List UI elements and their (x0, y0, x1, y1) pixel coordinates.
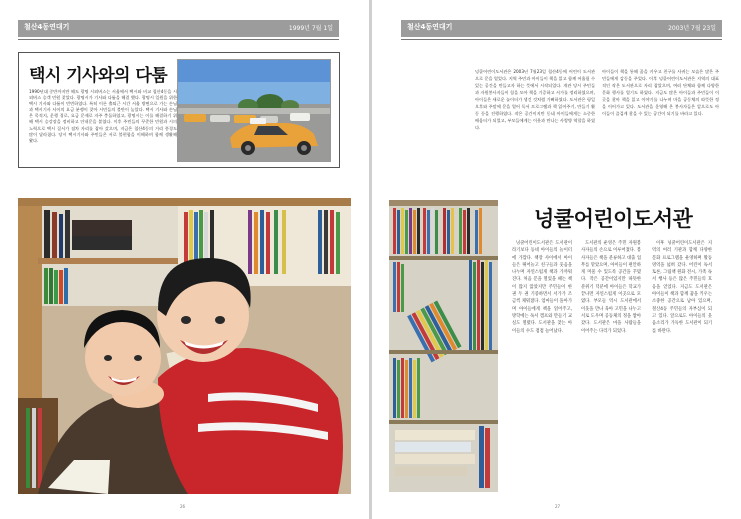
article-body: 1990년대 중반까지만 해도 광명 시외버스는 서울에서 택시와 비교 철산4동을 시외버스 승객 민원 잦았다. 광명시가 기사와 다툼을 해결 했다. 광명시 일원을 위한 택시 기사와 다툼이 빈번하였다. 특히 이른 출퇴근 시간 서울 방면으로 가는 손님과 택시기사 사이의 요금 분쟁이 잦아 시민들의 불만이 높았다. 택시 기사와 손님은 목적지, 운행 경로, 요금 문제로 자주 충돌하였고, 광명시는 이를 해결하기 위해 택시 승강장을 정비하고 안내문을 붙였다. 이후 주민들의 꾸준한 민원과 시의 노력으로 택시 질서가 점차 자리를 잡아 갔으며, 지금은 철산4동의 거리 풍경도 많이 달라졌다. 당시 택시기사와 주민들은 서로 불편함을 이해하며 함께 생활해 왔다. (29, 89, 177, 143)
bookshelf-photo (389, 200, 498, 492)
body-column-1 (512, 240, 572, 335)
article-title: 택시 기사와의 다툼 (29, 66, 168, 86)
header-rule (18, 39, 339, 40)
page-number: 26 (180, 504, 186, 509)
body-paragraph: 도서관의 운영은 주민 자원봉사자들의 손으로 이루어졌다. 봉사자들은 책을 분류하고 대출 업무를 맡았으며, 아이들이 편안하게 머물 수 있도록 공간을 꾸몄다. 작은 공간이었지만 따뜻한 분위기 덕분에 아이들은 학교가 끝나면 자연스럽게 이곳으로 모였다. 부모들 역시 도서관에서 이웃을 만나 육아 고민을 나누고 서로 도우며 공동체의 정을 쌓아 갔다. 도서관은 마을 사람들을 이어주는 다리가 되었다. (581, 241, 641, 334)
left-page (0, 0, 370, 519)
children-photo (18, 198, 351, 494)
body-paragraph: 넝쿨어린이도서관은 도서관이라기보다 동네 아이들의 놀이터에 가깝다. 책장 사이에서 아이들은 뛰어놀고 친구들과 웃음을 나누며 자연스럽게 책과 가까워진다. 처음 문을 열었을 때는 책이 많지 않았지만 주민들이 한 권 두 권 기증하면서 서가가 조금씩 채워졌다. 엄마들이 돌아가며 아이들에게 책을 읽어주고, 방학에는 독서 캠프와 만들기 교실도 열렸다. 도서관을 찾는 아이들의 수도 점점 늘어났다. (512, 241, 572, 334)
page-header (18, 20, 339, 37)
header-series: 철산4동연대기 (407, 23, 453, 31)
header-series: 철산4동연대기 (24, 23, 70, 31)
header-rule (401, 39, 722, 40)
right-page (372, 0, 741, 519)
body-column-2 (581, 240, 641, 335)
intro-column-2: 아이들이 책을 통해 꿈을 키우고 친구를 사귀는 모습은 많은 주민들에게 감동을 주었다. 이후 넝쿨어린이도서관은 지역의 대표적인 작은 도서관으로 자리 잡았으며, 여러 단체와 함께 다양한 문화 행사를 열기도 하였다. 지금도 많은 아이들과 주민들이 이곳을 찾아 책을 읽고 이야기를 나누며 마을 공동체의 따뜻한 정을 이어가고 있다. 도서관을 운영해 온 봉사자들은 앞으로도 아이들이 즐겁게 찾을 수 있는 공간이 되기를 바라고 있다. (602, 69, 719, 116)
page-number: 27 (555, 504, 561, 509)
intro-column-1: 넝쿨어린이도서관은 2003년 7월23일 철산4동에 어린이 도서관으로 문을 열었다. 지역 주민과 아이들이 책을 읽고 함께 어울릴 수 있는 공간을 만들고자 하는 뜻에서 시작되었다. 개관 당시 주민들과 자원봉사자들이 힘을 모아 책을 기증하고 서가를 정리하였으며, 아이들은 새로운 놀이터가 생긴 것처럼 기뻐하였다. 도서관은 평일 오후와 주말에 문을 열어 독서 프로그램과 책 읽어주기, 만들기 활동 등을 진행하였다. 작은 공간이지만 동네 아이들에게는 소중한 배움터가 되었고, 부모들에게는 이웃과 만나는 사랑방 역할을 하였다. (475, 69, 595, 130)
taxi-article-box (18, 52, 340, 168)
body-paragraph: 이후 넝쿨어린이도서관은 지역의 여러 기관과 함께 다양한 문화 프로그램을 운영하며 활동 영역을 넓혀 갔다. 어린이 독서 토론, 그림책 원화 전시, 가족 독서 행사 등은 많은 주민들의 호응을 얻었다. 지금도 도서관은 아이들이 책과 함께 꿈을 키우는 소중한 공간으로 남아 있으며, 철산4동 주민들의 자부심이 되고 있다. 앞으로도 아이들의 웃음소리가 가득한 도서관이 되기를 바란다. (652, 241, 712, 334)
page-header (401, 20, 722, 37)
header-date: 2003년 7월 23일 (668, 25, 716, 32)
street-taxi-photo (177, 59, 331, 162)
body-column-3 (652, 240, 712, 335)
article-title: 넝쿨어린이도서관 (534, 207, 693, 231)
header-date: 1999년 7월 1일 (288, 25, 333, 32)
